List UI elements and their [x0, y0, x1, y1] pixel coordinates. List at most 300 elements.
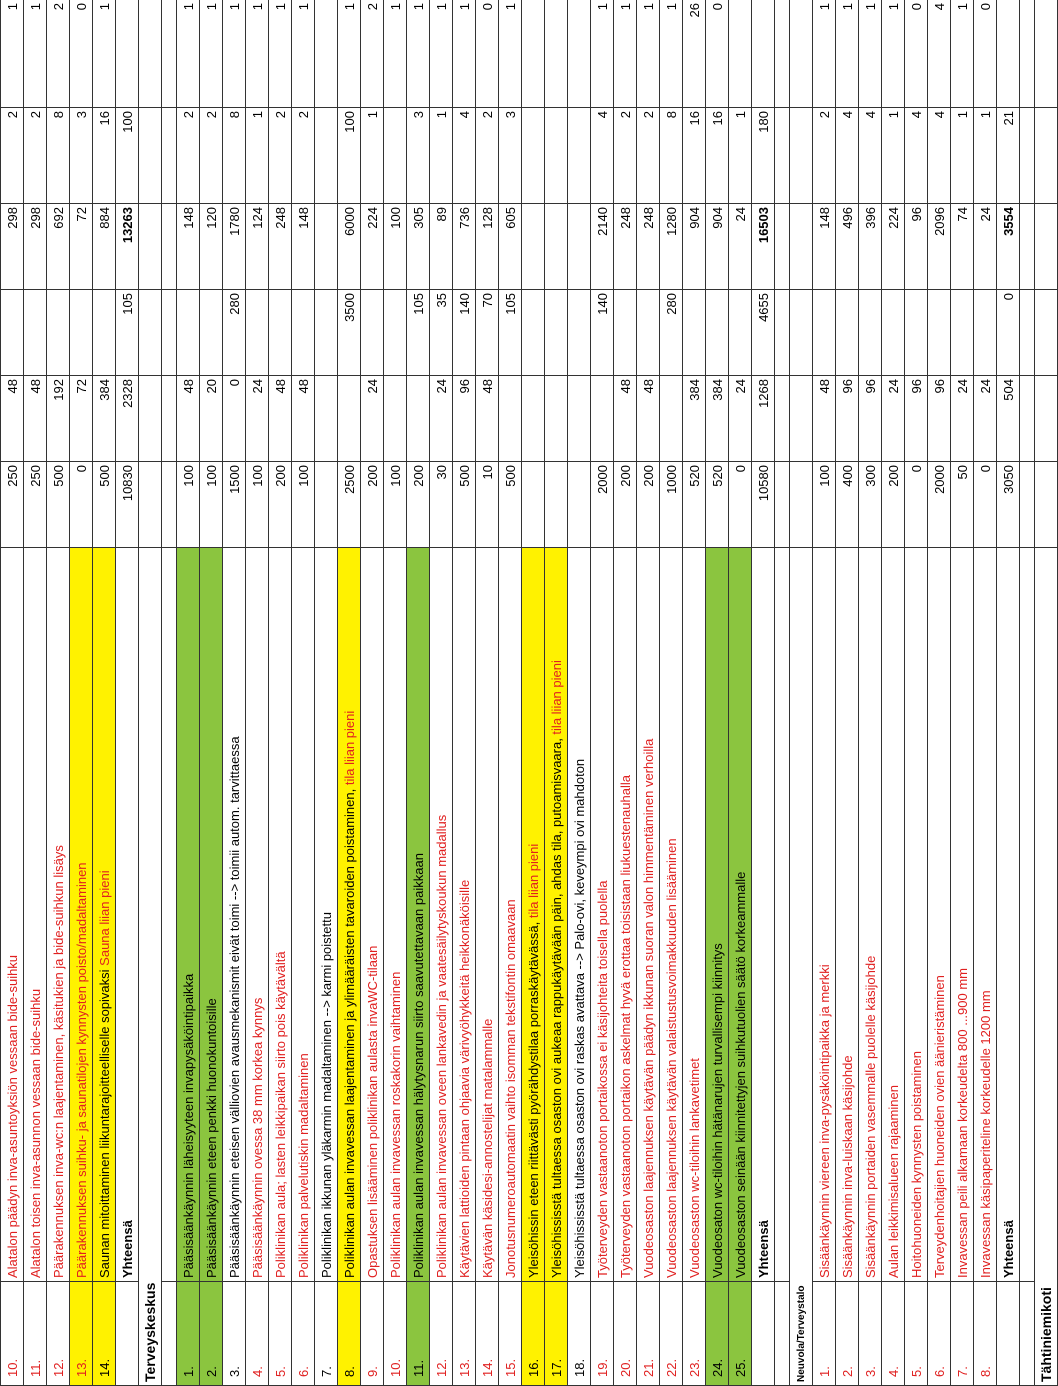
- value-c1: 200: [407, 462, 430, 548]
- value-c6: 1: [338, 0, 361, 108]
- empty-cell: [1035, 376, 1058, 462]
- description-text: Työterveyden vastaanoton portaikon askelmat hyvä erottaa toisistaan liukuestenauhalla: [617, 775, 633, 1278]
- row-description: [951, 548, 974, 1282]
- value-c4: 305: [407, 204, 430, 290]
- value-c4: 13263: [116, 204, 139, 290]
- value-c4: 298: [24, 204, 47, 290]
- value-c4: 100: [384, 204, 407, 290]
- empty-cell: [162, 1282, 177, 1386]
- row-number: 1.: [177, 1282, 200, 1386]
- description-text: Poliklinikan aula; lasten leikkipaikan siirto pois käytävältä: [272, 951, 288, 1278]
- row-number: 2.: [200, 1282, 223, 1386]
- table-row: [974, 0, 997, 1386]
- warning-note: tila liian pieni: [525, 843, 541, 919]
- value-c4: 6000: [338, 204, 361, 290]
- value-c1: 500: [499, 462, 522, 548]
- empty-cell: [775, 204, 790, 290]
- description-text: Aulan leikkimisalueen rajaaminen: [885, 1085, 901, 1278]
- empty-cell: [162, 290, 177, 376]
- value-c1: 200: [361, 462, 384, 548]
- value-c4: 904: [706, 204, 729, 290]
- row-number: 19.: [591, 1282, 614, 1386]
- value-c2: [591, 376, 614, 462]
- empty-cell: [790, 376, 813, 462]
- description-text: Opastuksen lisääminen poliklinikan aulasta invaWC-tilaan: [364, 945, 380, 1278]
- value-c6: 1: [637, 0, 660, 108]
- description-text: Yleisöhississtä tultaessa osaston ovi raskas avattava --> Palo-ovi, keveympi ovi mahdoton: [571, 758, 587, 1278]
- row-description: [614, 548, 637, 1282]
- row-description: [882, 548, 905, 1282]
- row-number: [997, 1282, 1020, 1386]
- empty-cell: [139, 0, 162, 108]
- value-c3: [384, 290, 407, 376]
- row-number: 4.: [246, 1282, 269, 1386]
- value-c6: [522, 0, 545, 108]
- value-c1: 100: [292, 462, 315, 548]
- empty-cell: [1020, 204, 1035, 290]
- table-row: [660, 0, 683, 1386]
- row-description: [752, 548, 775, 1282]
- value-c2: 48: [614, 376, 637, 462]
- row-description: [637, 548, 660, 1282]
- empty-cell: [775, 108, 790, 204]
- section-header-row: [139, 0, 162, 1386]
- value-c5: 3: [499, 108, 522, 204]
- value-c4: [522, 204, 545, 290]
- row-number: 10.: [384, 1282, 407, 1386]
- value-c3: [637, 290, 660, 376]
- value-c2: 48: [292, 376, 315, 462]
- value-c2: 2328: [116, 376, 139, 462]
- value-c5: 2: [813, 108, 836, 204]
- row-number: 7.: [951, 1282, 974, 1386]
- value-c3: 140: [453, 290, 476, 376]
- value-c2: 48: [476, 376, 499, 462]
- value-c4: 148: [813, 204, 836, 290]
- value-c1: [568, 462, 591, 548]
- row-description: [499, 548, 522, 1282]
- value-c1: 250: [24, 462, 47, 548]
- empty-cell: [139, 204, 162, 290]
- value-c4: 74: [951, 204, 974, 290]
- row-number: 4.: [882, 1282, 905, 1386]
- row-description: [338, 548, 361, 1282]
- value-c1: 100: [177, 462, 200, 548]
- value-c2: 24: [430, 376, 453, 462]
- description-text: Vuodeosaston laajennuksen käytävän valaistustusvoimakkuuden lisääminen: [663, 838, 679, 1278]
- row-number: 6.: [292, 1282, 315, 1386]
- value-c5: [545, 108, 568, 204]
- value-c2: 96: [859, 376, 882, 462]
- empty-cell: [139, 376, 162, 462]
- row-description: [545, 548, 568, 1282]
- empty-cell: [790, 462, 813, 548]
- value-c2: [338, 376, 361, 462]
- value-c5: 1: [361, 108, 384, 204]
- table-row: [200, 0, 223, 1386]
- value-c2: 48: [24, 376, 47, 462]
- value-c6: 0: [905, 0, 928, 108]
- value-c2: [315, 376, 338, 462]
- value-c1: 10: [476, 462, 499, 548]
- value-c6: 26: [683, 0, 706, 108]
- description-text: Päärakennuksen suihku- ja saunatilojen kynnysten poisto/madaltaminen: [73, 862, 89, 1278]
- value-c5: 2: [614, 108, 637, 204]
- value-c1: 200: [269, 462, 292, 548]
- description-text: Yhteensä: [1000, 1220, 1016, 1278]
- value-c3: [974, 290, 997, 376]
- value-c1: 2000: [591, 462, 614, 548]
- value-c4: 736: [453, 204, 476, 290]
- empty-cell: [1020, 376, 1035, 462]
- row-description: [476, 548, 499, 1282]
- value-c5: 100: [116, 108, 139, 204]
- value-c6: 1: [660, 0, 683, 108]
- description-text: Invavessan peili alkamaan korkeudelta 800 ...900 mm: [954, 967, 970, 1278]
- empty-cell: [1035, 462, 1058, 548]
- value-c5: 1: [951, 108, 974, 204]
- empty-cell: [139, 108, 162, 204]
- value-c5: [384, 108, 407, 204]
- value-c2: [522, 376, 545, 462]
- value-c5: 8: [223, 108, 246, 204]
- value-c5: 4: [591, 108, 614, 204]
- value-c2: 96: [905, 376, 928, 462]
- value-c5: 4: [928, 108, 951, 204]
- row-description: [905, 548, 928, 1282]
- description-text: Vuodeosaston laajennuksen käytävän päädyn ikkunan suoran valon himmentäminen verhoilla: [640, 738, 656, 1278]
- value-c3: [93, 290, 116, 376]
- spacer-row: [775, 0, 790, 1386]
- value-c1: 0: [70, 462, 93, 548]
- value-c6: 1: [246, 0, 269, 108]
- table-body: [1, 0, 1058, 1386]
- table-row: [568, 0, 591, 1386]
- row-number: 13.: [70, 1282, 93, 1386]
- row-description: [568, 548, 591, 1282]
- table-row: [637, 0, 660, 1386]
- empty-cell: [1020, 290, 1035, 376]
- table-row: [706, 0, 729, 1386]
- table-row: [813, 0, 836, 1386]
- table-row: [246, 0, 269, 1386]
- spacer-row: [162, 0, 177, 1386]
- value-c2: 24: [729, 376, 752, 462]
- empty-cell: [790, 108, 813, 204]
- table-row: [522, 0, 545, 1386]
- description-text: Käytävän käsidesi-annostelijat matalammalle: [479, 1018, 495, 1278]
- description-text: Poliklinikan palvelutiskin madaltaminen: [295, 1053, 311, 1278]
- value-c6: 1: [384, 0, 407, 108]
- row-description: [591, 548, 614, 1282]
- table-row: [882, 0, 905, 1386]
- value-c5: 3: [70, 108, 93, 204]
- value-c5: 1: [246, 108, 269, 204]
- value-c6: 0: [974, 0, 997, 108]
- table-row: [591, 0, 614, 1386]
- value-c3: [729, 290, 752, 376]
- value-c6: 1: [24, 0, 47, 108]
- value-c5: 8: [660, 108, 683, 204]
- table-row: [430, 0, 453, 1386]
- row-number: 5.: [269, 1282, 292, 1386]
- row-description: [706, 548, 729, 1282]
- value-c3: 4655: [752, 290, 775, 376]
- value-c4: 224: [882, 204, 905, 290]
- table-row: [476, 0, 499, 1386]
- value-c6: 0: [70, 0, 93, 108]
- value-c2: 20: [200, 376, 223, 462]
- table-row: [683, 0, 706, 1386]
- value-c1: 10580: [752, 462, 775, 548]
- value-c2: 504: [997, 376, 1020, 462]
- value-c1: 200: [637, 462, 660, 548]
- value-c4: 24: [729, 204, 752, 290]
- description-text: Pääsisäänkäynnin eteisen välliovien avausmekanismit eivät toimi --> toimii autom. tarvittaessa: [226, 736, 242, 1278]
- value-c1: 100: [200, 462, 223, 548]
- empty-cell: [162, 0, 177, 108]
- row-number: 15.: [499, 1282, 522, 1386]
- value-c2: 48: [1, 376, 24, 462]
- value-c3: [47, 290, 70, 376]
- warning-note: tila liian pieni: [341, 710, 357, 786]
- value-c1: 500: [453, 462, 476, 548]
- value-c3: 105: [407, 290, 430, 376]
- description-text: Alatalon toisen inva-asunnon vessaan bide-suihku: [27, 988, 43, 1278]
- empty-cell: [775, 548, 790, 1282]
- value-c3: [200, 290, 223, 376]
- description-text: Yleisöhissin eteen riittävästi pyörähdystilaa porraskäytävässä,: [525, 918, 541, 1278]
- section-header-row: [790, 0, 813, 1386]
- value-c6: [545, 0, 568, 108]
- row-number: 7.: [315, 1282, 338, 1386]
- value-c2: 0: [223, 376, 246, 462]
- value-c4: 248: [614, 204, 637, 290]
- value-c3: 70: [476, 290, 499, 376]
- empty-cell: [1020, 1282, 1035, 1386]
- value-c1: [545, 462, 568, 548]
- value-c6: 1: [836, 0, 859, 108]
- value-c1: 100: [813, 462, 836, 548]
- value-c2: 72: [70, 376, 93, 462]
- value-c1: 100: [384, 462, 407, 548]
- value-c6: 1: [93, 0, 116, 108]
- total-row: [752, 0, 775, 1386]
- value-c4: 128: [476, 204, 499, 290]
- value-c3: 35: [430, 290, 453, 376]
- value-c4: 605: [499, 204, 522, 290]
- empty-cell: [790, 204, 813, 290]
- total-row: [116, 0, 139, 1386]
- value-c1: 500: [47, 462, 70, 548]
- value-c3: [177, 290, 200, 376]
- value-c4: 1280: [660, 204, 683, 290]
- value-c3: [928, 290, 951, 376]
- value-c3: [836, 290, 859, 376]
- row-description: [361, 548, 384, 1282]
- table-row: [177, 0, 200, 1386]
- row-description: [223, 548, 246, 1282]
- value-c6: 1: [177, 0, 200, 108]
- row-description: [813, 548, 836, 1282]
- table-row: [729, 0, 752, 1386]
- value-c4: 72: [70, 204, 93, 290]
- value-c5: 21: [997, 108, 1020, 204]
- value-c2: 24: [951, 376, 974, 462]
- description-text: Sisäänkäynnin portaiden vasemmalle puolelle käsijohde: [862, 955, 878, 1278]
- value-c3: [292, 290, 315, 376]
- empty-cell: [775, 462, 790, 548]
- section-title: Neuvola/Terveystalo: [790, 548, 813, 1386]
- row-number: 11.: [407, 1282, 430, 1386]
- value-c2: 96: [453, 376, 476, 462]
- value-c5: 16: [93, 108, 116, 204]
- description-text: Vuodeosaton wc-tiloihin hätänarujen turvallisempi kiinnitys: [709, 943, 725, 1278]
- value-c3: 3500: [338, 290, 361, 376]
- row-description: [384, 548, 407, 1282]
- row-number: [116, 1282, 139, 1386]
- value-c4: [545, 204, 568, 290]
- value-c5: 2: [269, 108, 292, 204]
- row-description: [974, 548, 997, 1282]
- row-description: [47, 548, 70, 1282]
- section-title: Tähtiniemikoti: [1035, 548, 1058, 1386]
- value-c3: 105: [499, 290, 522, 376]
- row-number: 8.: [974, 1282, 997, 1386]
- value-c4: 3554: [997, 204, 1020, 290]
- value-c1: 1000: [660, 462, 683, 548]
- table-row: [859, 0, 882, 1386]
- row-description: [683, 548, 706, 1282]
- row-description: [93, 548, 116, 1282]
- description-text: Saunan mitoittaminen liikuntarajoitteelliselle sopivaksi: [96, 965, 112, 1278]
- description-text: Vuodeosaston wc-tiloihin lankavetimet: [686, 1058, 702, 1278]
- empty-cell: [139, 290, 162, 376]
- value-c1: 500: [93, 462, 116, 548]
- description-text: Jonotusnumeroautomaatin vaihto isomman tekstifontin omaavaan: [502, 899, 518, 1278]
- value-c2: [384, 376, 407, 462]
- empty-cell: [1020, 548, 1035, 1282]
- description-text: Päärakennuksen inva-wc:n laajentaminen, käsitukien ja bide-suihkun lisäys: [50, 845, 66, 1278]
- value-c5: 4: [836, 108, 859, 204]
- empty-cell: [162, 462, 177, 548]
- value-c3: [70, 290, 93, 376]
- value-c2: 24: [246, 376, 269, 462]
- value-c4: 96: [905, 204, 928, 290]
- description-text: Poliklinikan aulan invavessan oveen lankavedin ja vaatesäilytyskoukun madallus: [433, 814, 449, 1278]
- value-c4: 2096: [928, 204, 951, 290]
- value-c1: 30: [430, 462, 453, 548]
- description-text: Sisäänkäynnin inva-luiskaan käsijohde: [839, 1055, 855, 1278]
- value-c3: [522, 290, 545, 376]
- row-description: [522, 548, 545, 1282]
- value-c1: 10830: [116, 462, 139, 548]
- row-description: [430, 548, 453, 1282]
- row-number: 25.: [729, 1282, 752, 1386]
- description-text: Alatalon päädyn inva-asuntoyksiön vessaan bide-suihku: [4, 954, 20, 1278]
- description-text: Työterveyden vastaanoton portaikossa ei käsijohteita toisella puolella: [594, 880, 610, 1278]
- description-text: Poliklinikan ikkunan yläkarmin madaltaminen --> karmi poistettu: [318, 912, 334, 1278]
- value-c2: 48: [813, 376, 836, 462]
- empty-cell: [1020, 0, 1035, 108]
- value-c5: [315, 108, 338, 204]
- row-number: 9.: [361, 1282, 384, 1386]
- value-c3: [568, 290, 591, 376]
- row-description: [70, 548, 93, 1282]
- value-c5: 2: [24, 108, 47, 204]
- value-c6: 1: [614, 0, 637, 108]
- value-c3: [1, 290, 24, 376]
- value-c4: 120: [200, 204, 223, 290]
- empty-cell: [1020, 462, 1035, 548]
- value-c2: [568, 376, 591, 462]
- row-description: [453, 548, 476, 1282]
- row-description: [859, 548, 882, 1282]
- value-c5: 2: [292, 108, 315, 204]
- empty-cell: [1035, 0, 1058, 108]
- value-c2: 384: [683, 376, 706, 462]
- spacer-row: [1020, 0, 1035, 1386]
- value-c1: 200: [614, 462, 637, 548]
- value-c6: [116, 0, 139, 108]
- empty-cell: [162, 376, 177, 462]
- value-c2: 384: [706, 376, 729, 462]
- value-c4: 496: [836, 204, 859, 290]
- value-c6: 1: [269, 0, 292, 108]
- value-c5: [522, 108, 545, 204]
- value-c3: 140: [591, 290, 614, 376]
- value-c6: 1: [407, 0, 430, 108]
- value-c1: 520: [683, 462, 706, 548]
- row-number: 12.: [47, 1282, 70, 1386]
- value-c6: 1: [1, 0, 24, 108]
- row-number: 6.: [928, 1282, 951, 1386]
- value-c3: [706, 290, 729, 376]
- value-c6: 1: [292, 0, 315, 108]
- value-c1: 250: [1, 462, 24, 548]
- empty-cell: [162, 108, 177, 204]
- value-c4: 248: [269, 204, 292, 290]
- row-number: 20.: [614, 1282, 637, 1386]
- table-row: [47, 0, 70, 1386]
- value-c6: 2: [361, 0, 384, 108]
- value-c5: 2: [476, 108, 499, 204]
- row-description: [407, 548, 430, 1282]
- value-c6: 1: [591, 0, 614, 108]
- value-c2: [407, 376, 430, 462]
- value-c4: 248: [637, 204, 660, 290]
- row-description: [729, 548, 752, 1282]
- value-c5: 8: [47, 108, 70, 204]
- value-c3: [361, 290, 384, 376]
- value-c1: [522, 462, 545, 548]
- row-number: 3.: [223, 1282, 246, 1386]
- row-number: 23.: [683, 1282, 706, 1386]
- value-c5: 4: [905, 108, 928, 204]
- empty-cell: [790, 0, 813, 108]
- value-c3: [905, 290, 928, 376]
- value-c1: 1500: [223, 462, 246, 548]
- value-c4: 224: [361, 204, 384, 290]
- value-c2: [545, 376, 568, 462]
- value-c6: 1: [951, 0, 974, 108]
- value-c3: [683, 290, 706, 376]
- row-number: 16.: [522, 1282, 545, 1386]
- value-c1: 520: [706, 462, 729, 548]
- value-c3: [315, 290, 338, 376]
- value-c4: 148: [292, 204, 315, 290]
- description-text: Poliklinikan aulan invavessan hälytysnarun siirto saavutettavaan paikkaan: [410, 853, 426, 1278]
